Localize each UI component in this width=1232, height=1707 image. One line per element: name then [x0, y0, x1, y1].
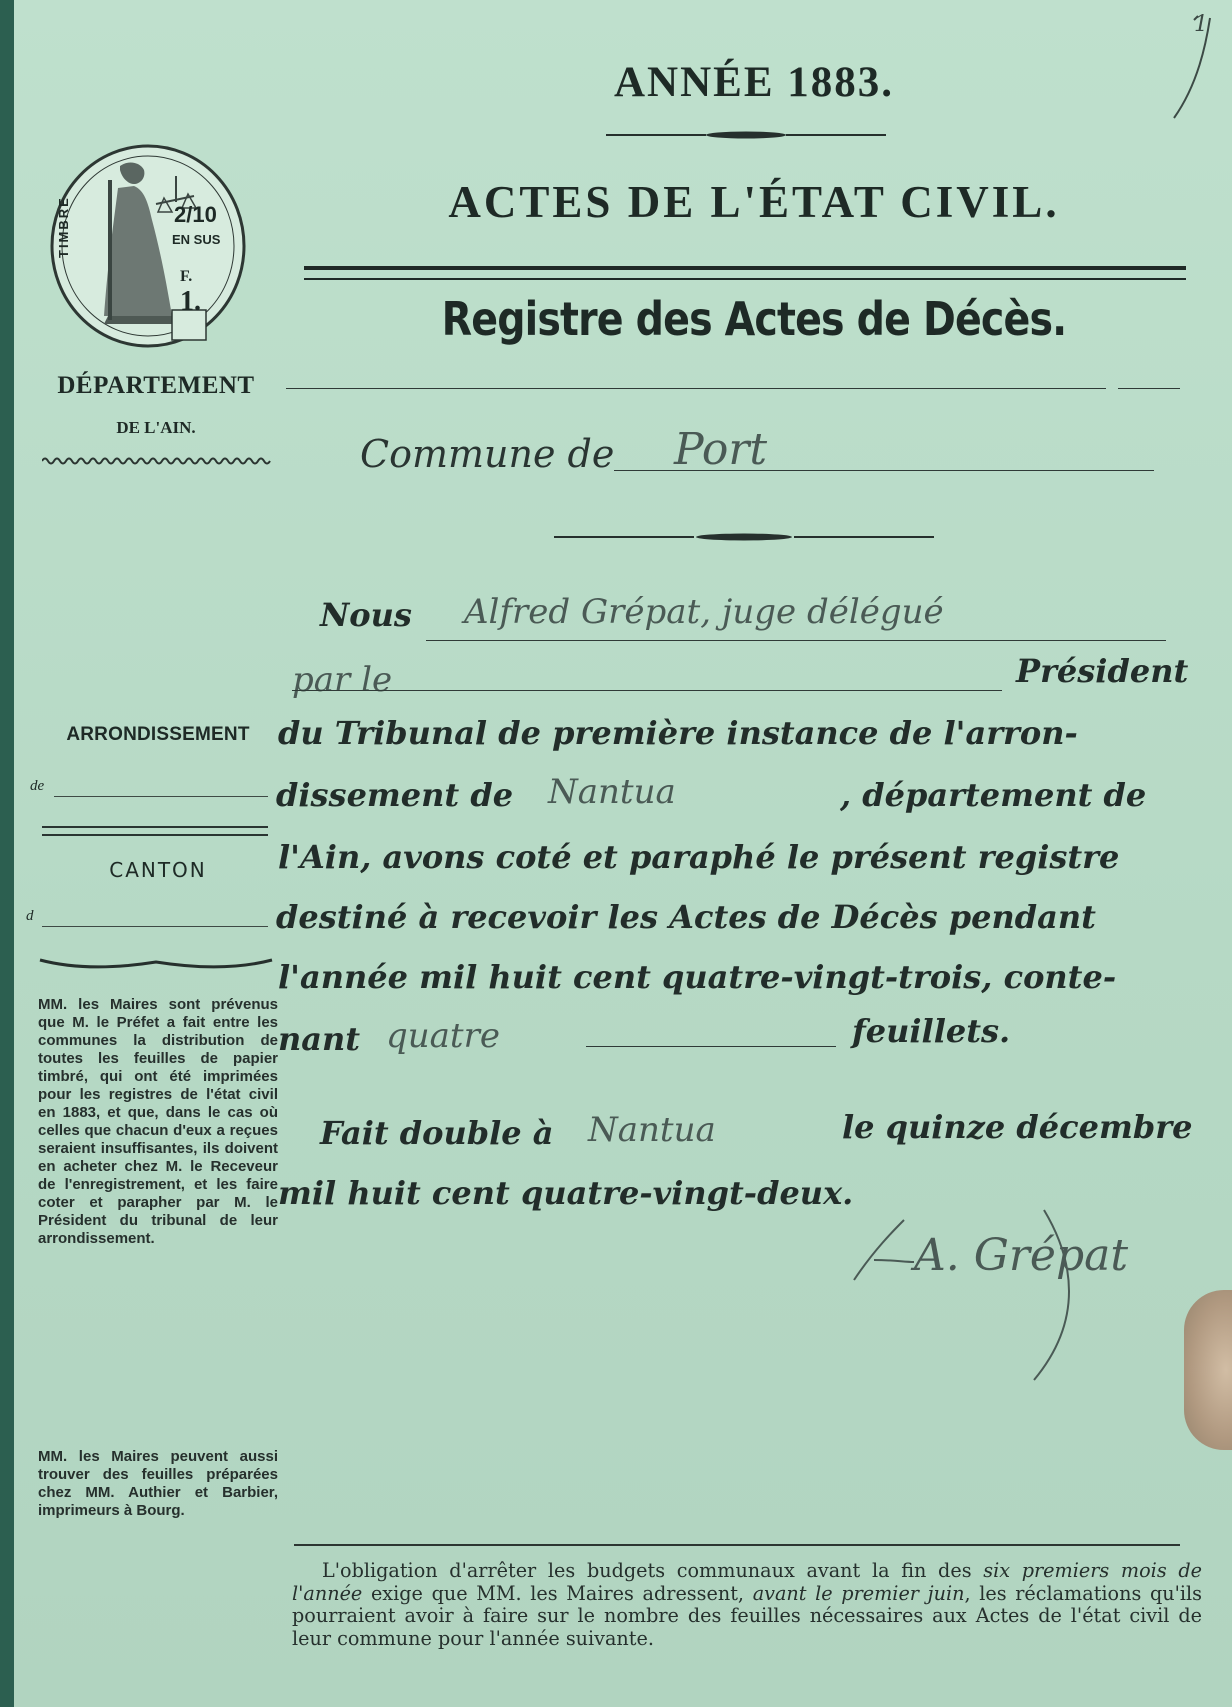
- body-line-3b: , département de: [840, 776, 1147, 814]
- margin-double-rule: [42, 826, 268, 836]
- arrondissement-title: ARRONDISSEMENT: [66, 724, 250, 745]
- judge-suffix: par le: [292, 660, 393, 700]
- body-line-8a: Fait double à: [320, 1114, 554, 1152]
- commune-label: Commune de: [360, 432, 615, 476]
- register-title: Registre des Actes de Décès.: [441, 292, 1067, 346]
- footer-text-2: exige que MM. les Maires adressent,: [362, 1581, 753, 1605]
- footer-emphasis-2: avant le premier juin: [752, 1581, 965, 1605]
- year-title: ANNÉE 1883.: [613, 59, 895, 106]
- department-title: DÉPARTEMENT: [57, 372, 255, 399]
- leaves-value: quatre: [386, 1016, 500, 1056]
- canton-title: CANTON: [109, 858, 207, 882]
- arrondissement-value: Nantua: [548, 772, 676, 812]
- stamp-en-sus: EN SUS: [172, 232, 221, 247]
- stamp-number: 1.: [180, 286, 201, 317]
- arrondissement-prefix: de: [30, 778, 45, 794]
- leaves-field-line: [586, 1046, 836, 1047]
- signature-text: A. Grépat: [914, 1230, 1129, 1281]
- body-line-6: l'année mil huit cent quatre-vingt-trois, conte-: [278, 958, 1117, 996]
- body-nous: Nous: [320, 596, 412, 634]
- body-line-2: du Tribunal de première instance de l'arron-: [278, 714, 1078, 752]
- swash-divider-icon: [38, 956, 274, 970]
- judge-field-line: [426, 640, 1166, 641]
- footer-text-3: , les réclamations qu'ils pourraient avoir à faire sur le nombre des feuilles nécessaires aux Actes de l'état civil de leur commune pour l'année suivante.: [292, 1581, 1202, 1650]
- judge-suffix-line: [292, 690, 1002, 691]
- body-line-4: l'Ain, avons coté et paraphé le présent registre: [278, 838, 1120, 876]
- footer-emphasis-1: six premiers mois de l'année: [292, 1559, 1202, 1605]
- body-line-7a: nant: [278, 1020, 361, 1058]
- footer-text-1: L'obligation d'arrêter les budgets communaux avant la fin des: [322, 1559, 984, 1582]
- body-line-7b: feuillets.: [852, 1012, 1011, 1050]
- footer-rule: [294, 1544, 1180, 1546]
- body-line-5: destiné à recevoir les Actes de Décès pendant: [276, 898, 1096, 936]
- ornament-rule-2-icon: [554, 532, 934, 542]
- notice-prefect: MM. les Maires sont prévenus que M. le Préfet a fait entre les communes la distribution de toutes les feuilles de papier timbré, qui ont été imprimées pour les registres de l'état civil en 1883, et que, dans le cas où celles que chacun d'eux a reçues seraient insuffisantes, ils doivent en acheter chez M. le Receveur de l'enregistrement, et les faire coter et parapher par M. le Président du tribunal de leur arrondissement.: [38, 996, 278, 1247]
- register-page: [14, 0, 1232, 1707]
- fiscal-stamp: [48, 140, 248, 352]
- stamp-side-text: TIMBRE: [56, 196, 71, 258]
- heading-thin-rule: [286, 388, 1106, 389]
- commune-field-line: [614, 470, 1154, 471]
- footer-notice: [292, 1560, 1202, 1650]
- body-line-3a: dissement de: [276, 776, 514, 814]
- judge-name: Alfred Grépat, juge délégué: [464, 592, 944, 632]
- stamp-code: F.: [180, 268, 193, 285]
- stamp-fraction: 2/10: [174, 202, 217, 227]
- body-line-9: mil huit cent quatre-vingt-deux.: [278, 1174, 854, 1212]
- wavy-divider-icon: [42, 456, 274, 466]
- main-title: ACTES DE L'ÉTAT CIVIL.: [448, 177, 1060, 227]
- commune-value: Port: [674, 424, 768, 475]
- heading-thin-rule-end: [1118, 388, 1180, 389]
- heading-thick-rule: [304, 266, 1186, 280]
- thumb-shadow: [1184, 1290, 1232, 1450]
- page-number-text: 1: [1194, 12, 1208, 37]
- canton-prefix: d: [26, 908, 34, 924]
- canton-field-line: [42, 926, 268, 927]
- notice-printers: MM. les Maires peuvent aussi trouver des feuilles préparées chez MM. Authier et Barbier, imprimeurs à Bourg.: [38, 1448, 278, 1519]
- ornament-rule-icon: [606, 130, 886, 140]
- body-line-8b: le quinze décembre: [842, 1108, 1193, 1146]
- signature: [844, 1200, 1144, 1400]
- department-name: DE L'AIN.: [116, 418, 196, 437]
- body-president: Président: [1016, 652, 1189, 690]
- place-value: Nantua: [588, 1110, 716, 1150]
- arrondissement-field-line: [54, 796, 268, 797]
